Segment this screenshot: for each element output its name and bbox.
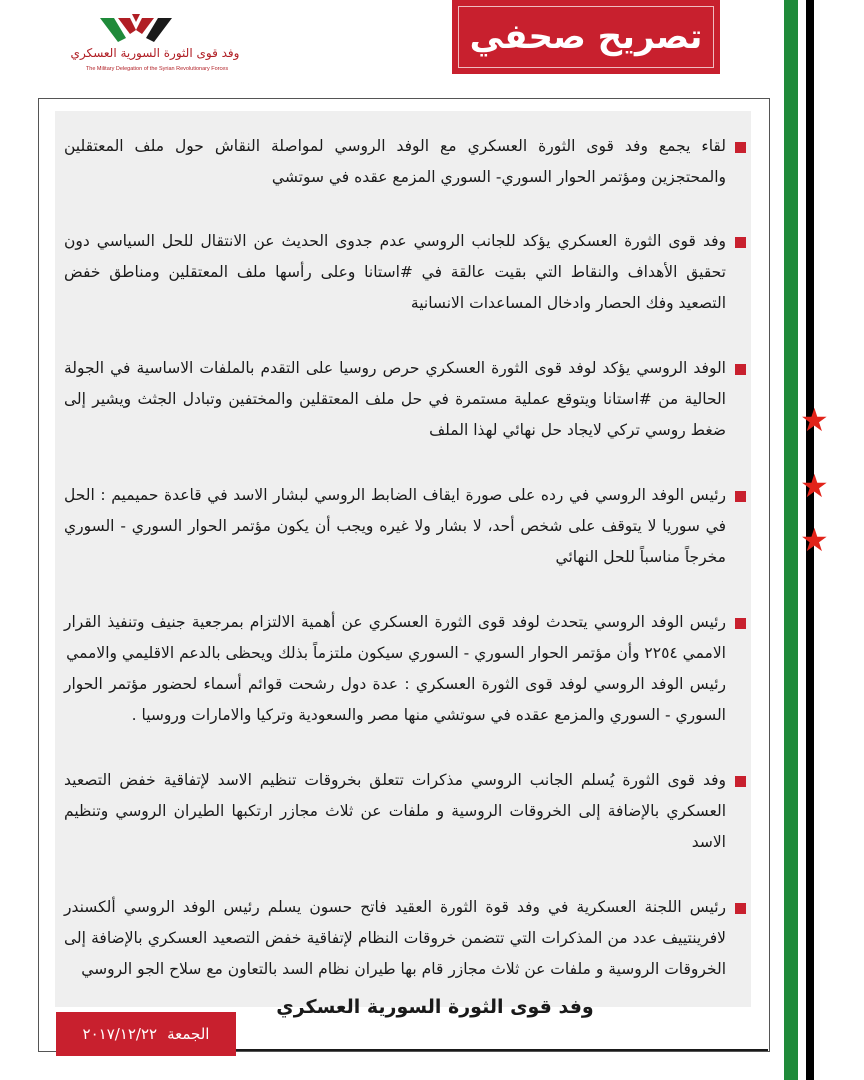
page-title: تصريح صحفي (469, 17, 703, 57)
item-text: وفد قوى الثورة العسكري يؤكد للجانب الروسي عدم جدوى الحديث عن الانتقال للحل السياسي دون تحقيق الأهداف والنقاط التي بقيت عالقة في #استانا وعلى رأسها ملف المعتقلين ومناطق خفض التصعيد وفك الحصار وادخال المساعدات الانسانية (64, 232, 726, 312)
bullet-icon (735, 364, 746, 375)
bullet-icon (735, 618, 746, 629)
star-icon: ★ (800, 521, 829, 559)
list-item (64, 226, 746, 319)
item-text: رئيس الوفد الروسي يتحدث لوفد قوى الثورة العسكري عن أهمية الالتزام بمرجعية جنيف وتنفيذ القرار الاممي ٢٢٥٤ وأن مؤتمر الحوار السوري - السوري سيكون ملتزماً بذلك ويحظى بالدعم الاقليمي والاممي (64, 613, 726, 662)
list-item (64, 892, 746, 985)
item-text: لقاء يجمع وفد قوى الثورة العسكري مع الوفد الروسي لمواصلة النقاش حول ملف المعتقلين والمحتجزين ومؤتمر الحوار السوري- السوري المزمع عقده في سوتشي (64, 137, 726, 186)
bullet-icon (735, 776, 746, 787)
list-item (64, 765, 746, 858)
star-icon: ★ (800, 401, 829, 439)
date-banner (56, 1012, 236, 1056)
item-text: وفد قوى الثورة يُسلم الجانب الروسي مذكرات تتعلق بخروقات تنظيم الاسد لإتفاقية خفض التصعيد العسكري بالإضافة إلى الخروقات الروسية و ملفات عن ثلاث مجازر ارتكبها الطيران الروسي وتنظيم الاسد (64, 771, 726, 851)
footer-divider (236, 1049, 768, 1051)
statement-list (64, 131, 746, 985)
bullet-icon (735, 142, 746, 153)
date-day: الجمعة (167, 1025, 210, 1043)
item-text: رئيس الوفد الروسي في رده على صورة ايقاف الضابط الروسي لبشار الاسد في قاعدة حميميم : الحل في سوريا لا يتوقف على شخص أحد، لا بشار ولا غيره ويجب أن يكون مؤتمر الحوار السوري - السوري مخرجاً مناسباً للحل النهائي (64, 486, 726, 566)
title-banner (452, 0, 720, 74)
list-item (64, 607, 746, 731)
org-name-english: The Military Delegation of the Syrian Revolutionary Forces (85, 66, 229, 72)
list-item (64, 480, 746, 573)
flag-green-stripe (784, 0, 798, 1080)
list-item (64, 131, 746, 193)
bullet-icon (735, 903, 746, 914)
item-text-continued: رئيس الوفد الروسي لوفد قوى الثورة العسكري : عدة دول رشحت قوائم أسماء لحضور مؤتمر الحوار السوري - السوري والمزمع عقده في سوتشي منها مصر والسعودية وتركيا والامارات وروسيا . (64, 675, 726, 724)
list-item (64, 353, 746, 446)
star-icon: ★ (800, 467, 829, 505)
date-value: ٢٠١٧/١٢/٢٢ (82, 1025, 158, 1043)
org-name-arabic: وفد قوى الثورة السورية العسكري (70, 46, 240, 60)
logo-icon (96, 12, 176, 46)
bullet-icon (735, 237, 746, 248)
bullet-icon (735, 491, 746, 502)
item-text: الوفد الروسي يؤكد لوفد قوى الثورة العسكري حرص روسيا على التقدم بالملفات الاساسية في الجولة الحالية من #استانا ويتوقع عملية مستمرة في حل ملف المعتقلين والمختفين وتبادل الجثث ويشير إلى ضغط روسي تركي لايجاد حل نهائي لهذا الملف (64, 359, 726, 439)
signature: وفد قوى الثورة السورية العسكري (276, 996, 594, 1018)
item-text: رئيس اللجنة العسكرية في وفد قوة الثورة العقيد فاتح حسون يسلم رئيس الوفد الروسي ألكسندر لافرينتييف عدد من المذكرات التي تتضمن خروقات النظام لإتفاقية خفض التصعيد العسكري بالإضافة إلى الخروقات الروسية و ملفات عن ثلاث مجازر قام بها طيران نظام السد بالتعاون مع سلاح الجو الروسي (64, 898, 726, 978)
